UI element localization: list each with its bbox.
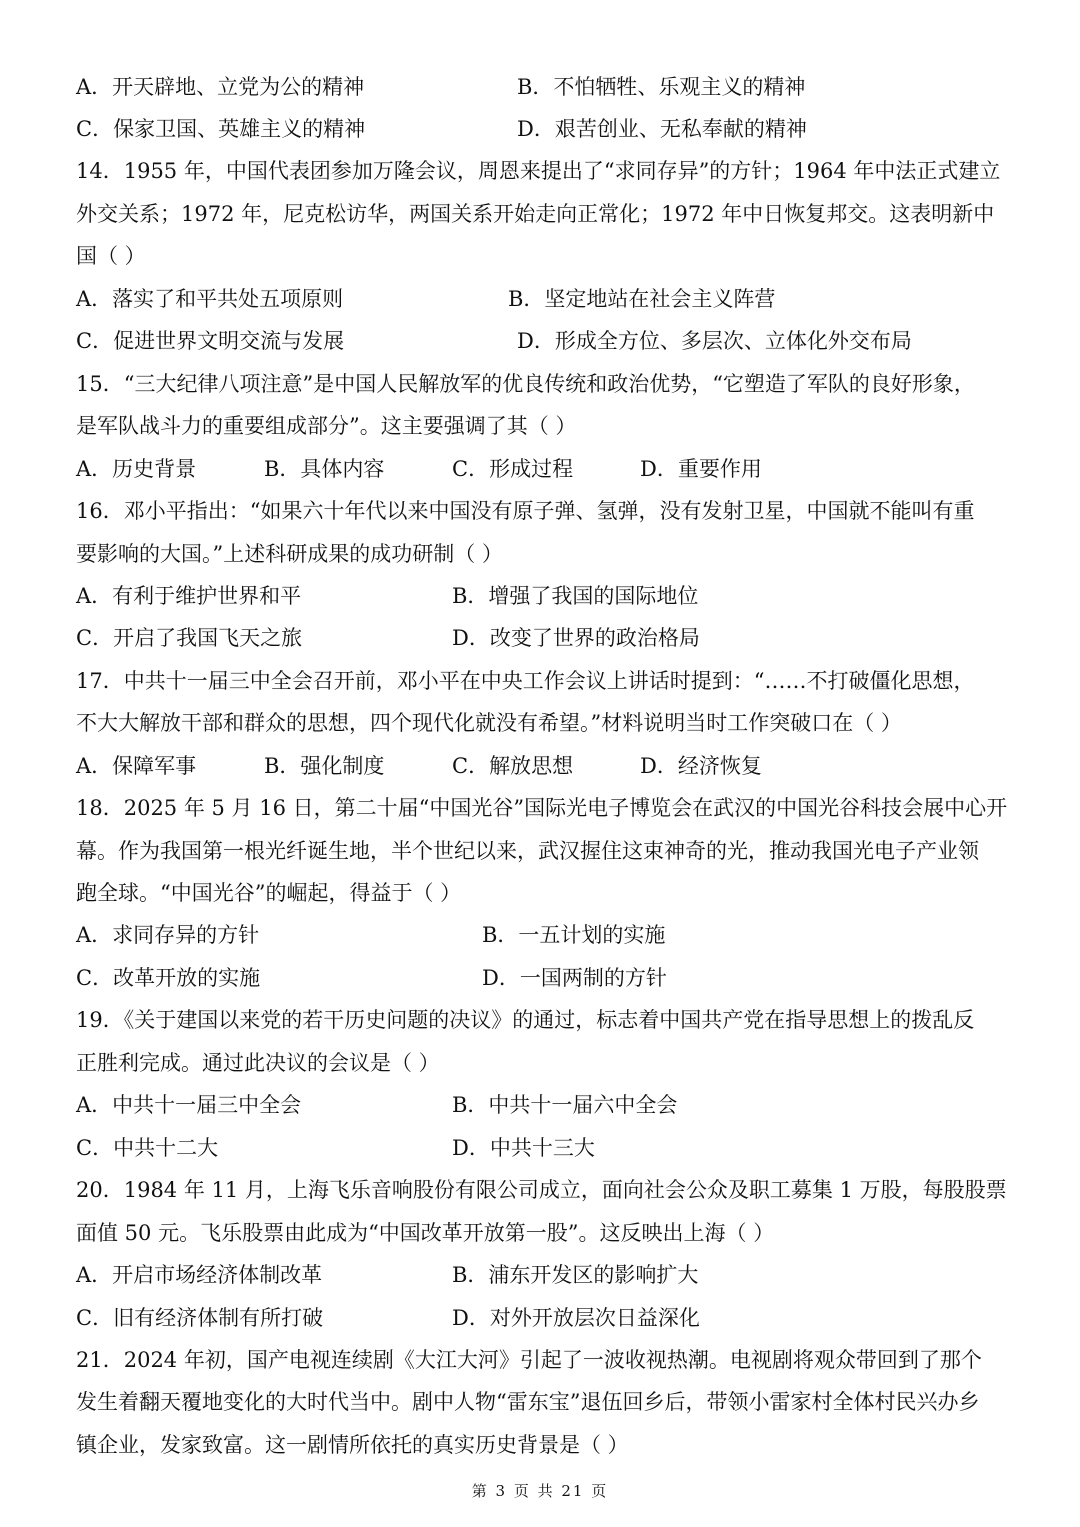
q19-option-d: D．中共十三大 xyxy=(452,1136,595,1160)
q20-option-b: B．浦东开发区的影响扩大 xyxy=(452,1263,699,1287)
q20-stem-line-1: 20．1984 年 11 月，上海飞乐音响股份有限公司成立，面向社会公众及职工募集 1 万股，每股股票 xyxy=(76,1178,1007,1202)
q14-stem-line-2: 外交关系；1972 年，尼克松访华，两国关系开始走向正常化；1972 年中日恢复邦交。这表明新中 xyxy=(76,202,995,226)
q13-option-c: C．保家卫国、英雄主义的精神 xyxy=(76,117,366,141)
q19-option-c: C．中共十二大 xyxy=(76,1136,219,1160)
q15-option-c: C．形成过程 xyxy=(452,457,574,481)
q17-option-c: C．解放思想 xyxy=(452,754,574,778)
q15-stem-line-1: 15．“三大纪律八项注意”是中国人民解放军的优良传统和政治优势，“它塑造了军队的良好形象， xyxy=(76,372,975,396)
q21-stem-line-2: 发生着翻天覆地变化的大时代当中。剧中人物“雷东宝”退伍回乡后，带领小雷家村全体村民兴办乡 xyxy=(76,1390,980,1414)
q17-stem-line-2: 不大大解放干部和群众的思想，四个现代化就没有希望。”材料说明当时工作突破口在（ ） xyxy=(76,711,902,735)
q13-option-a: A．开天辟地、立党为公的精神 xyxy=(76,75,365,99)
q14-option-a: A．落实了和平共处五项原则 xyxy=(76,287,344,311)
q21-stem-line-1: 21．2024 年初，国产电视连续剧《大江大河》引起了一波收视热潮。电视剧将观众带回到了那个 xyxy=(76,1348,982,1372)
q16-option-a: A．有利于维护世界和平 xyxy=(76,584,302,608)
q18-stem-line-1: 18．2025 年 5 月 16 日，第二十届“中国光谷”国际光电子博览会在武汉的中国光谷科技会展中心开 xyxy=(76,796,1008,820)
q14-option-d: D．形成全方位、多层次、立体化外交布局 xyxy=(517,329,912,353)
q19-option-a: A．中共十一届三中全会 xyxy=(76,1093,302,1117)
q18-option-b: B．一五计划的实施 xyxy=(482,923,666,947)
q16-option-d: D．改变了世界的政治格局 xyxy=(452,626,700,650)
q15-stem-line-2: 是军队战斗力的重要组成部分”。这主要强调了其（ ） xyxy=(76,414,577,438)
q20-option-c: C．旧有经济体制有所打破 xyxy=(76,1306,324,1330)
q19-stem-line-1: 19．《关于建国以来党的若干历史问题的决议》的通过，标志着中国共产党在指导思想上的拨乱反 xyxy=(76,1008,975,1032)
q15-option-d: D．重要作用 xyxy=(640,457,762,481)
q19-stem-line-2: 正胜利完成。通过此决议的会议是（ ） xyxy=(76,1051,440,1075)
q17-option-d: D．经济恢复 xyxy=(640,754,762,778)
q18-stem-line-2: 幕。作为我国第一根光纤诞生地，半个世纪以来，武汉握住这束神奇的光，推动我国光电子产业领 xyxy=(76,839,979,863)
q16-stem-line-2: 要影响的大国。”上述科研成果的成功研制（ ） xyxy=(76,542,503,566)
q17-option-b: B．强化制度 xyxy=(264,754,385,778)
q13-option-b: B．不怕牺牲、乐观主义的精神 xyxy=(517,75,806,99)
q16-option-c: C．开启了我国飞天之旅 xyxy=(76,626,303,650)
q14-option-c: C．促进世界文明交流与发展 xyxy=(76,329,345,353)
q14-stem-line-1: 14．1955 年，中国代表团参加万隆会议，周恩来提出了“求同存异”的方针；1964 年中法正式建立 xyxy=(76,159,1001,183)
q20-option-d: D．对外开放层次日益深化 xyxy=(452,1306,700,1330)
q15-option-a: A．历史背景 xyxy=(76,457,197,481)
q16-stem-line-1: 16．邓小平指出：“如果六十年代以来中国没有原子弹、氢弹，没有发射卫星，中国就不能叫有重 xyxy=(76,499,975,523)
q13-option-d: D．艰苦创业、无私奉献的精神 xyxy=(517,117,807,141)
page-number-footer: 第 3 页 共 21 页 xyxy=(471,1482,609,1500)
q16-option-b: B．增强了我国的国际地位 xyxy=(452,584,699,608)
q17-stem-line-1: 17．中共十一届三中全会召开前，邓小平在中央工作会议上讲话时提到：“……不打破僵化思想， xyxy=(76,669,975,693)
q21-stem-line-3: 镇企业，发家致富。这一剧情所依托的真实历史背景是（ ） xyxy=(76,1433,629,1457)
q18-option-a: A．求同存异的方针 xyxy=(76,923,260,947)
q14-stem-line-3: 国（ ） xyxy=(76,244,146,268)
q20-option-a: A．开启市场经济体制改革 xyxy=(76,1263,323,1287)
q19-option-b: B．中共十一届六中全会 xyxy=(452,1093,678,1117)
q18-stem-line-3: 跑全球。“中国光谷”的崛起，得益于（ ） xyxy=(76,881,462,905)
q18-option-c: C．改革开放的实施 xyxy=(76,966,261,990)
q14-option-b: B．坚定地站在社会主义阵营 xyxy=(508,287,776,311)
q15-option-b: B．具体内容 xyxy=(264,457,385,481)
q20-stem-line-2: 面值 50 元。飞乐股票由此成为“中国改革开放第一股”。这反映出上海（ ） xyxy=(76,1221,775,1245)
q17-option-a: A．保障军事 xyxy=(76,754,197,778)
q18-option-d: D．一国两制的方针 xyxy=(482,966,667,990)
